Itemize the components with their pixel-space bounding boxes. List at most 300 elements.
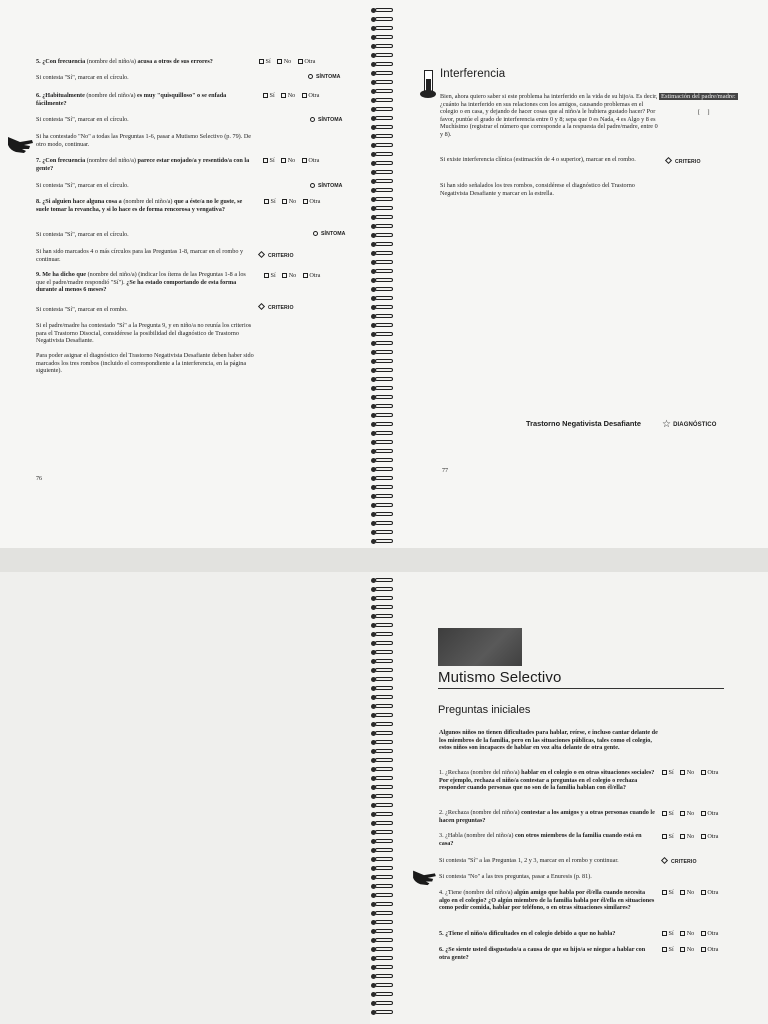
binding-hole (371, 503, 376, 508)
binding-hole (371, 530, 376, 535)
binding-hole (371, 866, 376, 871)
binding-hole (371, 458, 376, 463)
spiral-coil (375, 830, 393, 834)
spiral-coil (375, 89, 393, 93)
no-checkbox[interactable] (680, 811, 685, 816)
section-title-mutismo: Mutismo Selectivo (438, 669, 562, 686)
spiral-coil (375, 44, 393, 48)
spiral-coil (375, 983, 393, 987)
spiral-coil (375, 857, 393, 861)
spiral-coil (375, 323, 393, 327)
binding-hole (371, 422, 376, 427)
spiral-coil (375, 992, 393, 996)
binding-hole (371, 125, 376, 130)
symptom-tag: SÍNTOMA (308, 74, 341, 80)
binding-hole (371, 659, 376, 664)
symptom-circle-icon[interactable] (308, 74, 313, 79)
spiral-coil (375, 278, 393, 282)
binding-hole (371, 614, 376, 619)
binding-hole (371, 386, 376, 391)
yes-checkbox[interactable] (662, 931, 667, 936)
other-checkbox[interactable] (701, 834, 706, 839)
spiral-coil (375, 956, 393, 960)
spiral-coil (375, 866, 393, 870)
other-checkbox[interactable] (303, 273, 308, 278)
spiral-coil (375, 53, 393, 57)
binding-hole (371, 839, 376, 844)
q3-options: Sí No Otra (662, 833, 718, 840)
binding-hole (371, 143, 376, 148)
spiral-coil (375, 539, 393, 543)
binding-hole (371, 767, 376, 772)
binding-hole (371, 947, 376, 952)
spiral-coil (375, 749, 393, 753)
q6-options: Sí No Otra (263, 92, 319, 99)
binding-hole (371, 287, 376, 292)
subtitle-preguntas: Preguntas iniciales (438, 704, 531, 716)
binding-hole (371, 71, 376, 76)
binding-hole (371, 26, 376, 31)
no-checkbox[interactable] (680, 834, 685, 839)
spiral-coil (375, 359, 393, 363)
yes-checkbox[interactable] (662, 947, 667, 952)
q7-note: Si contesta "Sí", marcar en el círculo. (36, 182, 129, 189)
spiral-coil (375, 965, 393, 969)
yes-checkbox[interactable] (662, 770, 667, 775)
binding-hole (371, 98, 376, 103)
binding-hole (371, 107, 376, 112)
spiral-coil (375, 107, 393, 111)
spiral-coil (375, 287, 393, 291)
binding-hole (371, 722, 376, 727)
binding-hole (371, 920, 376, 925)
spiral-coil (375, 224, 393, 228)
binding-hole (371, 641, 376, 646)
binding-hole (371, 296, 376, 301)
spiral-coil (375, 713, 393, 717)
binding-hole (371, 305, 376, 310)
criterion-diamond-icon[interactable] (258, 251, 265, 258)
title-rule (438, 688, 724, 689)
yes-checkbox[interactable] (264, 199, 269, 204)
spiral-coil (375, 215, 393, 219)
q6-note: Si contesta "Sí", marcar en el círculo. (36, 116, 129, 123)
spiral-coil (375, 233, 393, 237)
q1-options: Sí No Otra (662, 769, 718, 776)
binding-hole (371, 476, 376, 481)
spiral-coil (375, 71, 393, 75)
page-number-right: 77 (442, 468, 448, 474)
binding-hole (371, 758, 376, 763)
binding-hole (371, 395, 376, 400)
spiral-coil (375, 974, 393, 978)
star-icon[interactable]: ☆ (662, 419, 672, 430)
binding-hole (371, 623, 376, 628)
spiral-coil (375, 8, 393, 12)
binding-hole (371, 812, 376, 817)
spiral-coil (375, 641, 393, 645)
spiral-coil (375, 650, 393, 654)
spiral-coil (375, 938, 393, 942)
binding-hole (371, 431, 376, 436)
spiral-coil (375, 440, 393, 444)
spiral-coil (375, 875, 393, 879)
q5-mutismo-options: Sí No Otra (662, 930, 718, 937)
binding-hole (371, 89, 376, 94)
pointing-hand-icon (6, 133, 34, 155)
binding-hole (371, 269, 376, 274)
binding-hole (371, 17, 376, 22)
spiral-coil (375, 377, 393, 381)
note-questions-123: Si contesta "Sí" a las Preguntas 1, 2 y 3, marcar en el rombo y continuar. (439, 857, 619, 864)
binding-hole (371, 749, 376, 754)
spiral-coil (375, 332, 393, 336)
binding-hole (371, 521, 376, 526)
binding-hole (371, 965, 376, 970)
q4-options: Sí No Otra (662, 889, 718, 896)
spiral-coil (375, 98, 393, 102)
binding-hole (371, 686, 376, 691)
spiral-coil (375, 458, 393, 462)
spiral-coil (375, 197, 393, 201)
spiral-coil (375, 161, 393, 165)
spiral-coil (375, 242, 393, 246)
intro-text: Algunos niños no tienen dificultades para hablar, reírse, e incluso cantar delante de los miembros de la familia, pero en las situaciones públicas, tales como el colegio, estos niños son incapaces de hablar en voz alta delante de otra gente. (439, 729, 658, 752)
binding-hole (371, 578, 376, 583)
other-checkbox[interactable] (701, 890, 706, 895)
binding-hole (371, 485, 376, 490)
binding-hole (371, 512, 376, 517)
binding-hole (371, 875, 376, 880)
binding-hole (371, 449, 376, 454)
spiral-coil (375, 767, 393, 771)
spiral-coil (375, 614, 393, 618)
binding-hole (371, 893, 376, 898)
binding-hole (371, 323, 376, 328)
binding-hole (371, 332, 376, 337)
spiral-coil (375, 521, 393, 525)
binding-hole (371, 983, 376, 988)
spiral-coil (375, 902, 393, 906)
spiral-coil (375, 305, 393, 309)
other-checkbox[interactable] (303, 199, 308, 204)
spiral-coil (375, 125, 393, 129)
binding-hole (371, 632, 376, 637)
binding-hole (371, 1001, 376, 1006)
spiral-coil (375, 296, 393, 300)
spiral-coil (375, 668, 393, 672)
binding-hole (371, 350, 376, 355)
spiral-coil (375, 731, 393, 735)
binding-hole (371, 80, 376, 85)
no-checkbox[interactable] (281, 93, 286, 98)
interference-question: Bien, ahora quiero saber si este problema ha interferido en la vida de su hijo/a. Es decir, ¿cuánto ha interferido en sus relaciones con los amigos, causando problemas en el colegio o en casa, y dejando de hacer cosas que al niño/a le hubiera gustado hacer? Por favor, puntúe el grado de interferencia entre 0 y 8; sepa que 0 es Nada, 4 es Algo y 8 es Muchísimo (registrar el número que corresponde a la respuesta del padre/madre, entre 0 y 8). (440, 93, 658, 138)
binding-hole (371, 116, 376, 121)
spiral-coil (375, 578, 393, 582)
binding-hole (371, 179, 376, 184)
spiral-coil (375, 188, 393, 192)
binding-hole (371, 314, 376, 319)
binding-hole (371, 206, 376, 211)
skip-to-enuresis: Si contesta "No" a las tres preguntas, pasar a Enuresis (p. 81). (439, 873, 592, 880)
paragraph-diagnosis: Para poder asignar el diagnóstico del Trastorno Negativista Desafiante deben haber sido marcados los tres rombos (incluido el correspondiente a la interferencia, en la página siguiente). (36, 352, 254, 375)
yes-checkbox[interactable] (263, 93, 268, 98)
binding-hole (371, 260, 376, 265)
spiral-coil (375, 269, 393, 273)
spiral-coil (375, 812, 393, 816)
binding-hole (371, 539, 376, 544)
binding-hole (371, 911, 376, 916)
spiral-coil (375, 476, 393, 480)
no-checkbox[interactable] (282, 199, 287, 204)
q5-options: Sí No Otra (259, 58, 315, 65)
paragraph-disocial: Si el padre/madre ha contestado "Sí" a la Pregunta 9, y en niño/a no reunía los criterios para el Trastorno Disocial, considérese la posibilidad del diagnóstico de Trastorno Negativista Desafiante. (36, 322, 252, 345)
yes-checkbox[interactable] (662, 811, 667, 816)
binding-hole (371, 368, 376, 373)
spiral-coil (375, 530, 393, 534)
yes-checkbox[interactable] (259, 59, 264, 64)
q2-options: Sí No Otra (662, 810, 718, 817)
binding-hole (371, 776, 376, 781)
binding-hole (371, 188, 376, 193)
spiral-coil (375, 341, 393, 345)
symptom-circle-icon[interactable] (310, 117, 315, 122)
spiral-coil (375, 587, 393, 591)
spiral-coil (375, 1001, 393, 1005)
spiral-coil (375, 695, 393, 699)
spiral-coil (375, 623, 393, 627)
spiral-coil (375, 740, 393, 744)
spiral-coil (375, 512, 393, 516)
binding-hole (371, 587, 376, 592)
question-7: 7. ¿Con frecuencia (nombre del niño/a) parece estar enojado/a y resentido/a con la gente? (36, 157, 250, 172)
binding-hole (371, 134, 376, 139)
binding-hole (371, 341, 376, 346)
spiral-coil (375, 62, 393, 66)
binding-hole (371, 278, 376, 283)
q5-note: Si contesta "Sí", marcar en el círculo. (36, 74, 129, 81)
q7-options: Sí No Otra (263, 157, 319, 164)
q9-note: Si contesta "Sí", marcar en el rombo. (36, 306, 128, 313)
spiral-coil (375, 404, 393, 408)
criterion-tag: CRITERIO (259, 252, 294, 259)
binding-hole (371, 251, 376, 256)
other-checkbox[interactable] (701, 770, 706, 775)
binding-hole (371, 740, 376, 745)
spiral-coil (375, 170, 393, 174)
binding-hole (371, 794, 376, 799)
binding-hole (371, 197, 376, 202)
binding-hole (371, 884, 376, 889)
no-checkbox[interactable] (281, 158, 286, 163)
section-header-block (438, 628, 522, 666)
binding-hole (371, 377, 376, 382)
criterion-diamond-icon[interactable] (661, 857, 668, 864)
spiral-coil (375, 395, 393, 399)
spiral-coil (375, 26, 393, 30)
interference-note: Si existe interferencia clínica (estimación de 4 o superior), marcar en el rombo. (440, 156, 636, 163)
binding-hole (371, 830, 376, 835)
binding-hole (371, 677, 376, 682)
question-5: 5. ¿Con frecuencia (nombre del niño/a) acusa a otros de sus errores? (36, 58, 213, 65)
spiral-coil (375, 152, 393, 156)
blank-left-page (0, 572, 370, 1024)
binding-hole (371, 848, 376, 853)
spiral-coil (375, 35, 393, 39)
question-6: 6. ¿Habitualmente (nombre del niño/a) es muy "quisquilloso" o se enfada fácilmente? (36, 92, 227, 107)
bottom-spread (0, 572, 768, 1024)
binding-hole (371, 785, 376, 790)
spiral-coil (375, 803, 393, 807)
spiral-coil (375, 911, 393, 915)
q8-note: Si contesta "Sí", marcar en el círculo. (36, 231, 129, 238)
criterion-diamond-icon[interactable] (665, 157, 672, 164)
spiral-coil (375, 503, 393, 507)
binding-hole (371, 668, 376, 673)
spiral-coil (375, 632, 393, 636)
spiral-coil (375, 704, 393, 708)
question-8: 8. ¿Si alguien hace alguna cosa a (nombre del niño/a) que a éste/a no le guste, se suele tomar la revancha, y si lo hace es de forma rencorosa y vengativa? (36, 198, 243, 213)
question-3: 3. ¿Habla (nombre del niño/a) con otros miembros de la familia cuando está en casa? (439, 832, 642, 847)
spiral-coil (375, 17, 393, 21)
spiral-coil (375, 596, 393, 600)
spiral-coil (375, 260, 393, 264)
binding-hole (371, 713, 376, 718)
binding-hole (371, 8, 376, 13)
binding-hole (371, 35, 376, 40)
q6-mutismo-options: Sí No Otra (662, 946, 718, 953)
spiral-binding (371, 576, 397, 1024)
other-checkbox[interactable] (701, 947, 706, 952)
other-checkbox[interactable] (701, 811, 706, 816)
spiral-coil (375, 143, 393, 147)
binding-hole (371, 215, 376, 220)
other-checkbox[interactable] (302, 158, 307, 163)
no-checkbox[interactable] (282, 273, 287, 278)
section-title-interferencia: Interferencia (440, 68, 506, 80)
question-5-mutismo: 5. ¿Tiene el niño/a dificultades en el colegio debido a que no habla? (439, 930, 616, 937)
spiral-coil (375, 449, 393, 453)
binding-hole (371, 731, 376, 736)
binding-hole (371, 956, 376, 961)
spiral-coil (375, 467, 393, 471)
spiral-coil (375, 605, 393, 609)
criterion-diamond-icon[interactable] (258, 303, 265, 310)
thermometer-bulb-icon (420, 90, 436, 98)
yes-checkbox[interactable] (662, 890, 667, 895)
binding-hole (371, 1010, 376, 1015)
binding-hole (371, 404, 376, 409)
q8-options: Sí No Otra (264, 198, 320, 205)
spiral-coil (375, 794, 393, 798)
yes-checkbox[interactable] (263, 158, 268, 163)
circles-note: Si han sido marcados 4 o más círculos para las Preguntas 1-8, marcar en el rombo y continuar. (36, 248, 244, 263)
symptom-circle-icon[interactable] (313, 231, 318, 236)
pointing-hand-icon (410, 867, 438, 887)
binding-hole (371, 224, 376, 229)
no-checkbox[interactable] (680, 890, 685, 895)
yes-checkbox[interactable] (264, 273, 269, 278)
no-checkbox[interactable] (277, 59, 282, 64)
binding-hole (371, 929, 376, 934)
binding-hole (371, 605, 376, 610)
question-6-mutismo: 6. ¿Se siente usted disgustado/a a causa de que su hijo/a se niegue a hablar con otra gente? (439, 946, 646, 961)
spiral-binding (371, 6, 397, 544)
spiral-coil (375, 314, 393, 318)
no-checkbox[interactable] (680, 770, 685, 775)
page-gap (0, 548, 768, 572)
binding-hole (371, 803, 376, 808)
binding-hole (371, 62, 376, 67)
q9-options: Sí No Otra (264, 272, 320, 279)
binding-hole (371, 938, 376, 943)
symptom-circle-icon[interactable] (310, 183, 315, 188)
spiral-coil (375, 947, 393, 951)
binding-hole (371, 170, 376, 175)
estimation-label: Estimación del padre/madre: (661, 93, 736, 100)
spiral-coil (375, 659, 393, 663)
binding-hole (371, 440, 376, 445)
spiral-coil (375, 116, 393, 120)
spiral-coil (375, 179, 393, 183)
other-checkbox[interactable] (701, 931, 706, 936)
no-checkbox[interactable] (680, 931, 685, 936)
spiral-coil (375, 368, 393, 372)
binding-hole (371, 992, 376, 997)
binding-hole (371, 467, 376, 472)
spiral-coil (375, 758, 393, 762)
binding-hole (371, 704, 376, 709)
binding-hole (371, 161, 376, 166)
spiral-coil (375, 920, 393, 924)
no-checkbox[interactable] (680, 947, 685, 952)
spiral-coil (375, 80, 393, 84)
criterion-tag: CRITERIO (259, 304, 294, 311)
skip-note: Si ha contestado "No" a todas las Preguntas 1-6, pasar a Mutismo Selectivo (p. 79). De otro modo, continuar. (36, 133, 252, 148)
binding-hole (371, 650, 376, 655)
diagnosis-tag: ☆ DIAGNÓSTICO (662, 419, 717, 430)
symptom-tag: SÍNTOMA (310, 183, 343, 189)
other-checkbox[interactable] (298, 59, 303, 64)
binding-hole (371, 242, 376, 247)
spiral-coil (375, 722, 393, 726)
spiral-coil (375, 893, 393, 897)
symptom-tag: SÍNTOMA (310, 117, 343, 123)
spiral-coil (375, 884, 393, 888)
spiral-coil (375, 422, 393, 426)
question-4: 4. ¿Tiene (nombre del niño/a) algún amigo que habla por él/ella cuando necesita algo en el colegio? ¿O algún miembro de la familia habla por él/ella en situaciones como pedir comida, hablar por teléfono, o en otras situaciones similares? (439, 889, 655, 912)
other-checkbox[interactable] (302, 93, 307, 98)
spiral-coil (375, 677, 393, 681)
binding-hole (371, 494, 376, 499)
binding-hole (371, 974, 376, 979)
spiral-coil (375, 929, 393, 933)
binding-hole (371, 152, 376, 157)
binding-hole (371, 44, 376, 49)
spiral-coil (375, 431, 393, 435)
estimation-field[interactable]: [ ] (698, 110, 713, 116)
question-1: 1. ¿Rechaza (nombre del niño/a) hablar en el colegio o en otras situaciones sociales? Por ejemplo, rechaza el niño/a contestar a preguntas en el colegio o rechaza responder cuando personas que no son de la familia hablan con él/ella? (439, 769, 655, 792)
spiral-coil (375, 206, 393, 210)
diagnosis-label: Trastorno Negativista Desafiante (526, 419, 642, 428)
spiral-coil (375, 494, 393, 498)
question-9: 9. Me ha dicho que (nombre del niño/a) (indicar los ítems de las Preguntas 1-8 a los que el padre/madre respondió "Sí"). ¿Se ha estado comportando de esta forma durante al menos 6 meses? (36, 271, 246, 294)
spiral-coil (375, 839, 393, 843)
binding-hole (371, 695, 376, 700)
spiral-coil (375, 386, 393, 390)
spiral-coil (375, 350, 393, 354)
yes-checkbox[interactable] (662, 834, 667, 839)
